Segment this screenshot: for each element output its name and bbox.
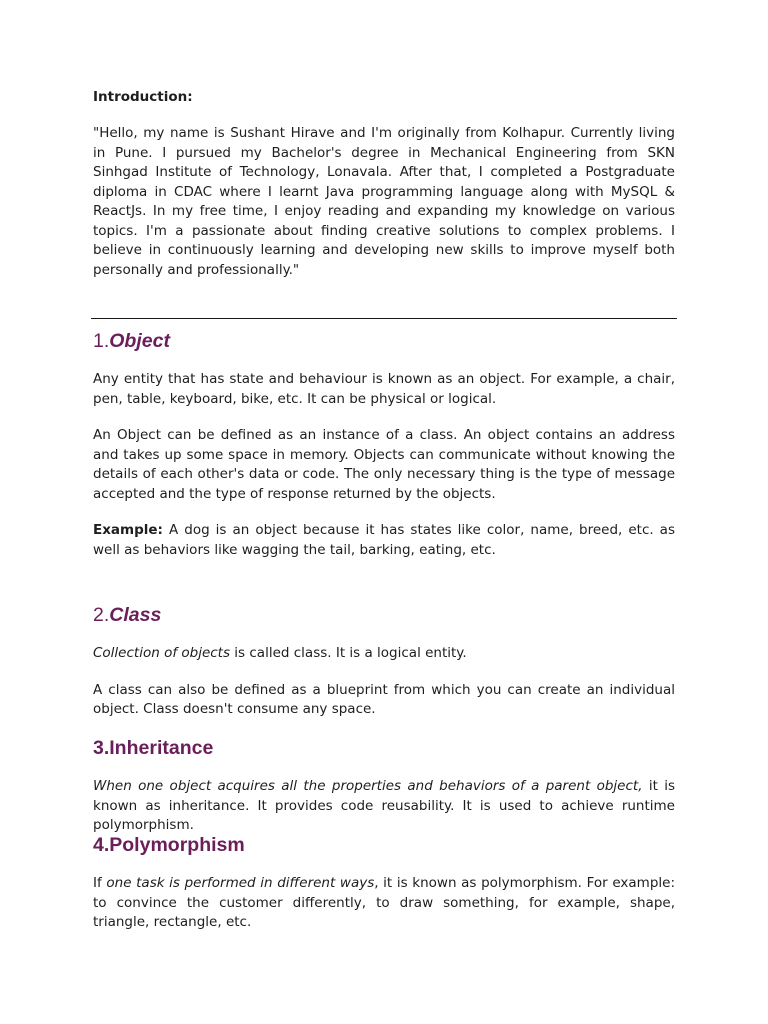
inheritance-definition [93, 777, 675, 836]
class-section [93, 603, 675, 720]
section-divider [91, 318, 677, 319]
inheritance-heading-title: Inheritance [109, 737, 214, 759]
polymorphism-definition-rest: , it is known as polymorphism. For example: to convince the customer differently, to draw something, for example, shape, triangle, rectangle, etc. [93, 875, 675, 930]
inheritance-heading [93, 736, 675, 760]
class-definition-italic: Collection of objects [93, 645, 231, 661]
object-description: An Object can be defined as an instance of a class. An object contains an address and takes up some space in memory. Objects can communicate without knowing the details of each other's data or code. The only necessary thing is the type of message accepted and the type of response returned by the objects. [93, 427, 675, 502]
polymorphism-definition [93, 874, 675, 933]
polymorphism-section [93, 833, 675, 933]
introduction-text: "Hello, my name is Sushant Hirave and I'm originally from Kolhapur. Currently living in Pune. I pursued my Bachelor's degree in Mechanical Engineering from SKN Sinhgad Institute of Technology, Lonavala. After that, I completed a Postgraduate diploma in CDAC where I learnt Java programming language along with MySQL & ReactJs. In my free time, I enjoy reading and expanding my knowledge on various topics. I'm a passionate about finding creative solutions to complex problems. I believe in continuously learning and developing new skills to improve myself both personally and professionally." [93, 125, 675, 278]
object-heading-number: 1. [93, 330, 110, 352]
inheritance-definition-italic: When one object acquires all the properties and behaviors of a parent object, [93, 778, 643, 794]
inheritance-section [93, 736, 675, 836]
class-heading-number: 2. [93, 604, 110, 626]
introduction-section [93, 88, 675, 280]
class-heading-title: Class [109, 604, 162, 626]
introduction-label: Introduction: [93, 89, 193, 105]
object-heading [93, 329, 675, 353]
class-description: A class can also be defined as a blueprint from which you can create an individual object. Class doesn't consume any space. [93, 681, 675, 717]
object-definition: Any entity that has state and behaviour is known as an object. For example, a chair, pen, table, keyboard, bike, etc. It can be physical or logical. [93, 371, 675, 407]
class-definition-rest: is called class. It is a logical entity. [230, 645, 467, 661]
polymorphism-heading-title: Polymorphism [109, 834, 245, 856]
inheritance-definition-rest: it is known as inheritance. It provides code reusability. It is used to achieve runtime polymorphism. [93, 778, 675, 833]
example-label: Example: [93, 522, 163, 538]
polymorphism-definition-italic: one task is performed in different ways [106, 875, 375, 891]
object-heading-title: Object [109, 330, 170, 352]
inheritance-heading-number: 3. [93, 737, 110, 759]
class-definition [93, 644, 675, 664]
object-section [93, 329, 675, 560]
object-example [93, 521, 675, 560]
example-text: A dog is an object because it has states like color, name, breed, etc. as well as behaviors like wagging the tail, barking, eating, etc. [93, 522, 675, 558]
polymorphism-heading-number: 4. [93, 834, 110, 856]
polymorphism-definition-start: If [93, 875, 107, 891]
class-heading [93, 603, 675, 627]
polymorphism-heading [93, 833, 675, 857]
